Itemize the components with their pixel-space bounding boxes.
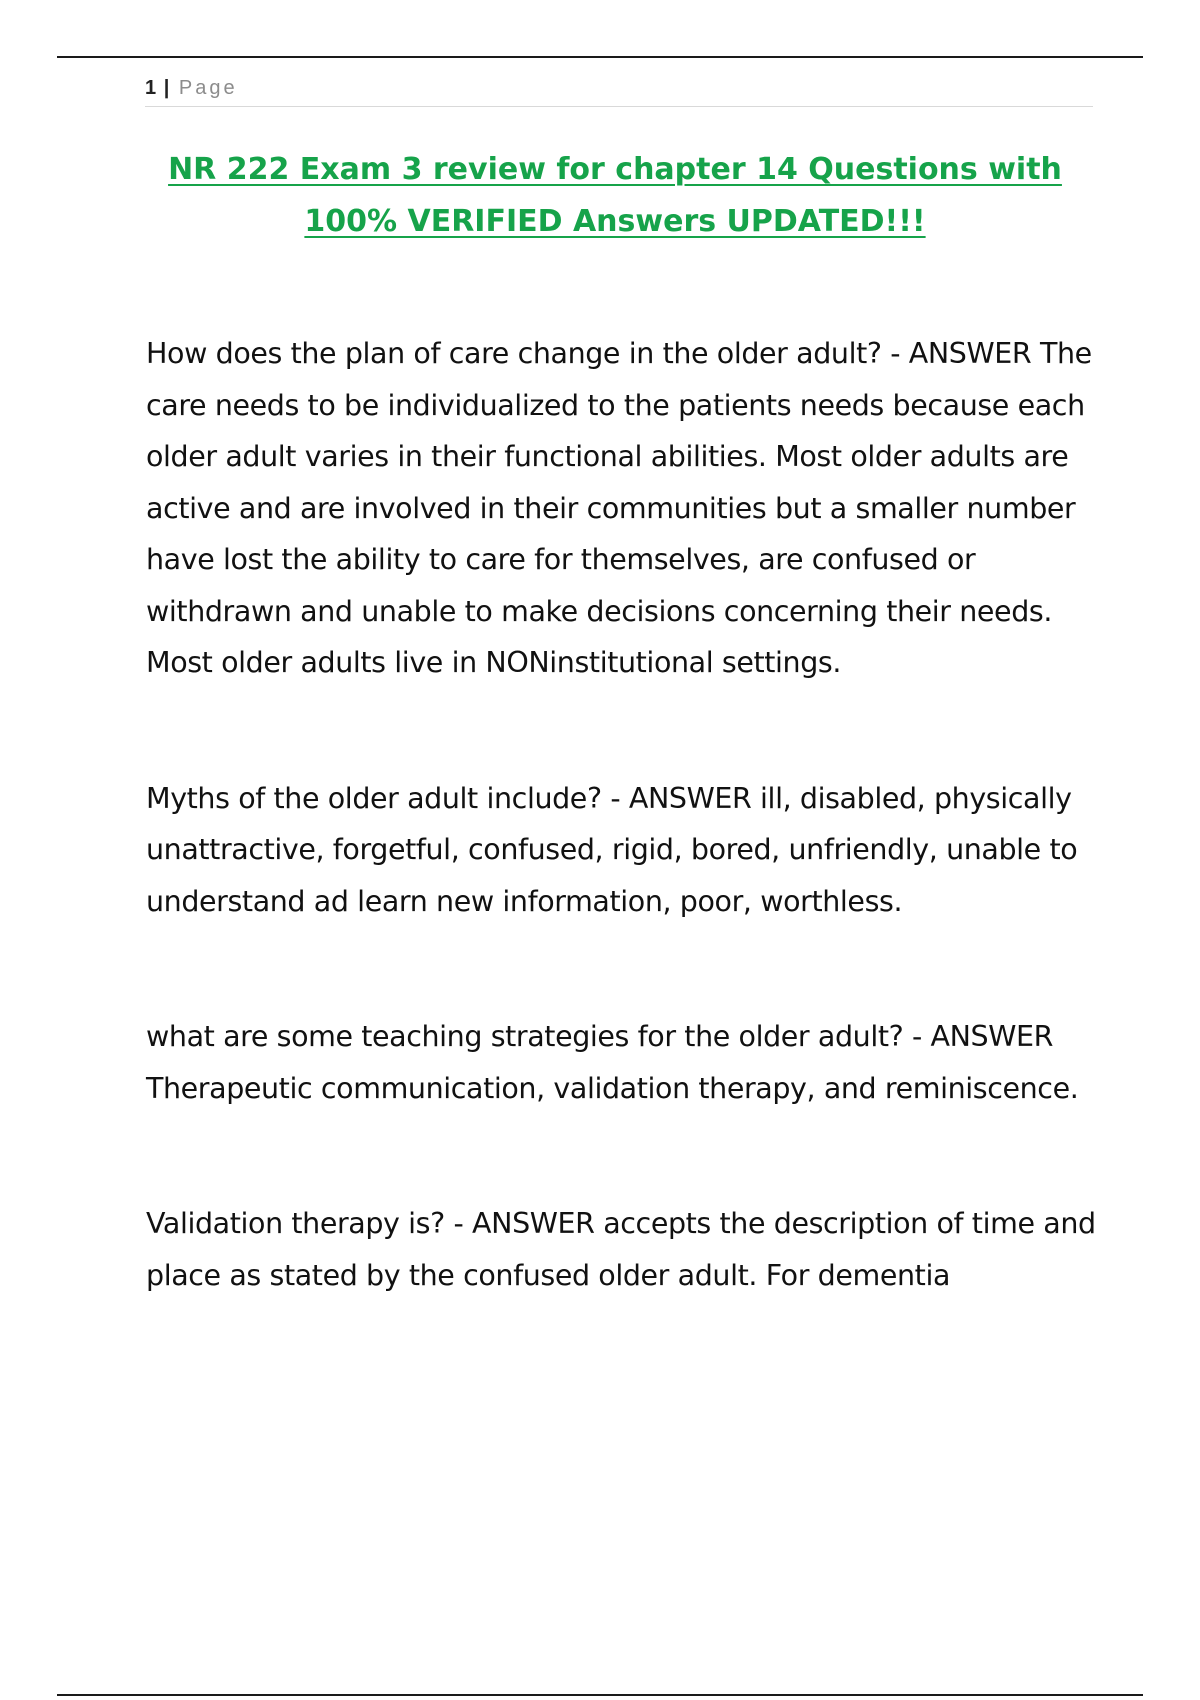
document-body: [146, 328, 1096, 1301]
title-line-1: NR 222 Exam 3 review for chapter 14 Questions with: [168, 152, 1062, 187]
page-label: Page: [178, 77, 238, 99]
bottom-rule: [57, 1694, 1143, 1696]
page-number: 1: [145, 77, 157, 99]
qa-item-validation-therapy: Validation therapy is? - ANSWER accepts the description of time and place as stated by the confused older adult. For dementia: [146, 1207, 1096, 1292]
page-header: [145, 74, 1093, 107]
qa-item-teaching-strategies: what are some teaching strategies for the older adult? - ANSWER Therapeutic communication, validation therapy, and reminiscence.: [146, 1020, 1079, 1105]
page-separator: |: [163, 77, 170, 99]
document-title: [120, 144, 1110, 248]
qa-item-plan-of-care: How does the plan of care change in the older adult? - ANSWER The care needs to be individualized to the patients needs because each older adult varies in their functional abilities. Most older adults are active and are involved in their communities but a smaller number have lost the ability to care for themselves, are confused or withdrawn and unable to make decisions concerning their needs. Most older adults live in NONinstitutional settings.: [146, 337, 1092, 679]
top-rule: [57, 56, 1143, 58]
title-line-2: 100% VERIFIED Answers UPDATED!!!: [304, 204, 926, 239]
qa-item-myths: Myths of the older adult include? - ANSWER ill, disabled, physically unattractive, forgetful, confused, rigid, bored, unfriendly, unable to understand ad learn new information, poor, worthless.: [146, 781, 1078, 918]
